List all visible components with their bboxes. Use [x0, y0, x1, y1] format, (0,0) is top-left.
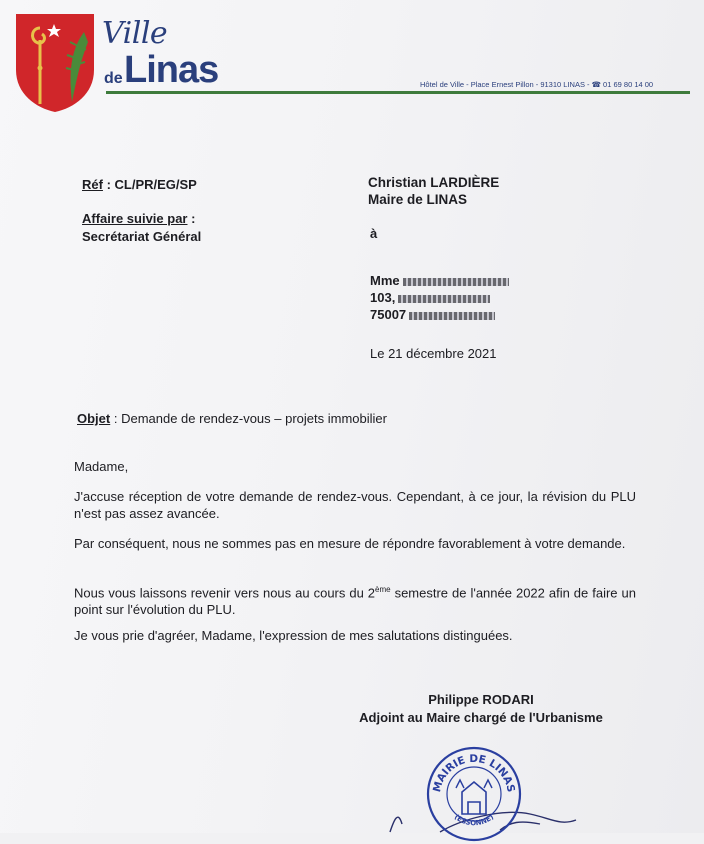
reference-label: Réf	[82, 177, 103, 192]
recipient-block	[370, 272, 509, 323]
recipient-line2: 103,	[370, 290, 396, 305]
recipient-line1: Mme	[370, 273, 400, 288]
signatory-role: Adjoint au Maire chargé de l'Urbanisme	[359, 710, 603, 725]
paragraph-4: Je vous prie d'agréer, Madame, l'expression de mes salutations distinguées.	[74, 628, 513, 643]
sender-title: Maire de LINAS	[368, 192, 468, 207]
reference-line	[82, 177, 197, 192]
redacted-name	[403, 278, 509, 286]
stamp-bottom-text: (ESSONNE)	[452, 812, 496, 828]
subject-label: Objet	[77, 411, 111, 426]
official-stamp-seal	[424, 744, 524, 844]
affaire-label: Affaire suivie par	[82, 211, 188, 226]
town-hall-address: Hôtel de Ville - Place Ernest Pillon - 91310 LINAS - ☎ 01 69 80 14 00	[420, 80, 654, 89]
town-coat-of-arms-icon	[14, 12, 96, 114]
letter-date: Le 21 décembre 2021	[370, 346, 497, 361]
redacted-street	[398, 295, 490, 303]
paragraph-3-end: semestre de l'année 2022 afin de faire un point sur l'évolution du PLU.	[74, 585, 636, 618]
paragraph-2: Par conséquent, nous ne sommes pas en mesure de répondre favorablement à votre demande.	[74, 536, 626, 551]
paragraph-3-start: Nous vous laissons revenir vers nous au cours du 2	[74, 585, 376, 601]
to-word: à	[370, 226, 378, 241]
affaire-block	[82, 210, 201, 246]
logo-de-text: de	[104, 70, 123, 87]
reference-value: : CL/PR/EG/SP	[102, 177, 197, 192]
sender-block	[368, 174, 499, 208]
logo-ville-text: Ville	[102, 16, 168, 51]
subject-text: : Demande de rendez-vous – projets immobilier	[110, 411, 387, 426]
header-divider	[106, 91, 690, 94]
redacted-city	[409, 312, 495, 320]
signatory-name: Philippe RODARI	[428, 692, 534, 707]
salutation: Madame,	[74, 459, 129, 474]
recipient-line3: 75007	[370, 307, 407, 322]
logo-linas-text: Linas	[124, 49, 219, 91]
paragraph-1: J'accuse réception de votre demande de rendez-vous. Cependant, à ce jour, la révision du PLU n'est pas assez avancée.	[74, 489, 636, 521]
affaire-suffix: :	[187, 211, 196, 226]
svg-text:(ESSONNE)	[453, 813, 495, 827]
paragraph-3	[74, 581, 636, 618]
subject-line	[77, 411, 387, 426]
sender-name: Christian LARDIÈRE	[368, 175, 500, 190]
signature-block	[350, 691, 612, 727]
affaire-value: Secrétariat Général	[82, 229, 202, 244]
stamp-top-text: MAIRIE DE LINAS	[431, 752, 517, 794]
paragraph-3-sup: ème	[375, 585, 391, 594]
